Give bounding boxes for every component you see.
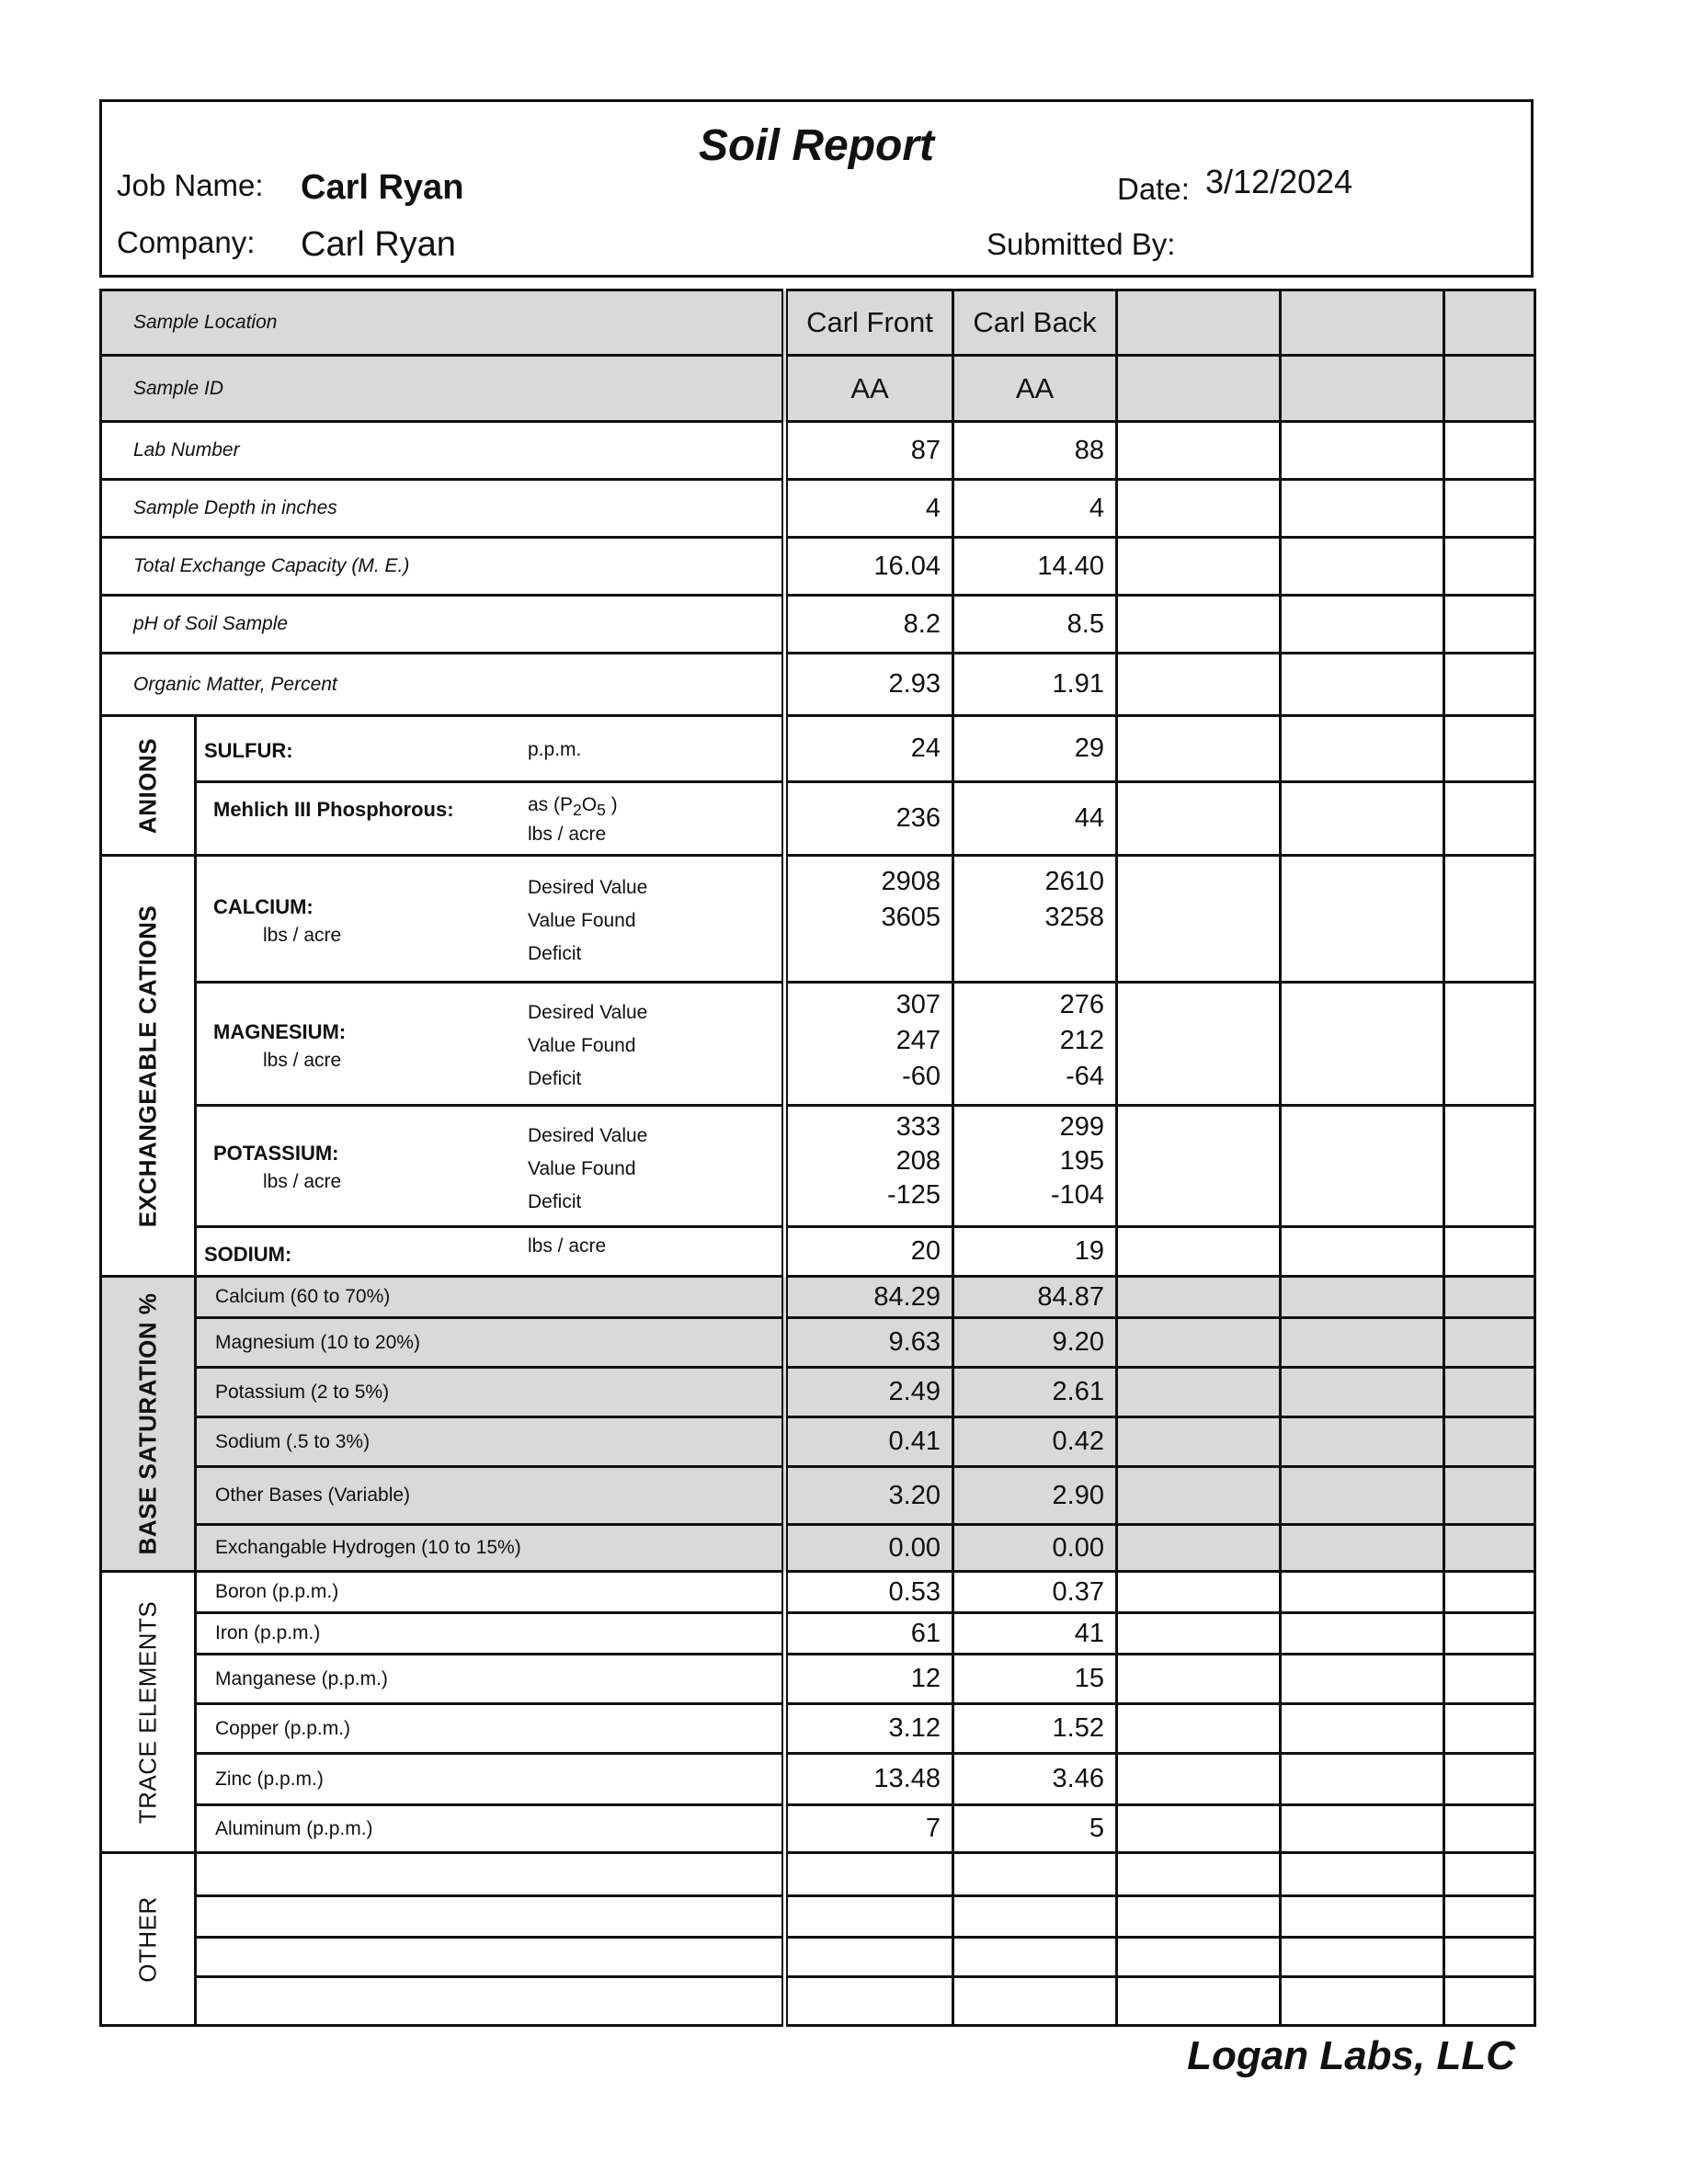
potassium-label: POTASSIUM: [213,1141,339,1165]
empty-cell [1281,356,1444,422]
bs-sodium-label: Sodium (.5 to 3%) [196,1417,785,1467]
table-row [101,538,1535,596]
empty-cell [1281,654,1444,716]
table-row [101,596,1535,654]
table-row [101,1704,1535,1754]
empty-cell [1117,1467,1281,1525]
table-row [101,1368,1535,1417]
trace-aluminum-1: 7 [785,1805,953,1853]
base-saturation-section [101,1277,196,1572]
sample-id-1: AA [785,356,953,422]
trace-copper-2: 1.52 [953,1704,1117,1754]
empty-cell [1117,1805,1281,1853]
empty-cell [1281,983,1444,1106]
table-row [101,1467,1535,1525]
bs-potassium-2: 2.61 [953,1368,1117,1417]
bs-sodium-1: 0.41 [785,1417,953,1467]
empty-cell [1117,716,1281,782]
empty-cell [1444,1227,1535,1277]
empty-cell [1444,782,1535,856]
sodium-2: 19 [953,1227,1117,1277]
calcium-desired-label: Desired Value [528,876,648,898]
empty-cell [1444,1896,1535,1938]
empty-cell [1117,1318,1281,1368]
om-1: 2.93 [785,654,953,716]
bs-calcium-label: Calcium (60 to 70%) [196,1277,785,1318]
base-saturation-section-label: BASE SATURATION % [133,1292,162,1555]
empty-cell [1117,983,1281,1106]
empty-cell [1117,290,1281,356]
soil-report-table [99,289,1536,2027]
table-row [101,1805,1535,1853]
empty-cell [1444,538,1535,596]
empty-cell [196,1938,785,1977]
bs-other-2: 2.90 [953,1467,1117,1525]
table-row [101,1417,1535,1467]
bs-magnesium-2: 9.20 [953,1318,1117,1368]
trace-zinc-label: Zinc (p.p.m.) [196,1754,785,1805]
depth-label: Sample Depth in inches [101,480,785,538]
empty-cell [1117,1417,1281,1467]
empty-cell [1281,1525,1444,1572]
empty-cell [1444,716,1535,782]
calcium-cell [196,856,785,983]
empty-cell [1117,1938,1281,1977]
empty-cell [1281,1938,1444,1977]
empty-cell [1281,716,1444,782]
potassium-found-label: Value Found [528,1157,636,1179]
bs-magnesium-label: Magnesium (10 to 20%) [196,1318,785,1368]
empty-cell [1281,1655,1444,1704]
table-row [101,1318,1535,1368]
trace-iron-2: 41 [953,1613,1117,1655]
empty-cell [1281,422,1444,480]
empty-cell [1281,1277,1444,1318]
om-2: 1.91 [953,654,1117,716]
empty-cell [1117,1853,1281,1896]
table-row [101,480,1535,538]
table-row [101,1853,1535,1896]
sodium-label: SODIUM: [204,1242,292,1266]
empty-cell [1117,1525,1281,1572]
empty-cell [1444,856,1535,983]
empty-cell [785,1977,953,2026]
empty-cell [785,1896,953,1938]
empty-cell [1281,1417,1444,1467]
empty-cell [1444,1977,1535,2026]
lab-number-2: 88 [953,422,1117,480]
sodium-unit: lbs / acre [528,1234,607,1257]
empty-cell [1444,1655,1535,1704]
date-value: 3/12/2024 [1205,163,1353,200]
empty-cell [1281,596,1444,654]
empty-cell [1281,1368,1444,1417]
trace-zinc-1: 13.48 [785,1754,953,1805]
table-row [101,716,1535,782]
empty-cell [1117,1655,1281,1704]
empty-cell [1281,1467,1444,1525]
empty-cell [1281,1106,1444,1227]
empty-cell [1281,538,1444,596]
empty-cell [1117,1977,1281,2026]
empty-cell [1444,654,1535,716]
bs-other-1: 3.20 [785,1467,953,1525]
empty-cell [1117,856,1281,983]
trace-iron-label: Iron (p.p.m.) [196,1613,785,1655]
empty-cell [1444,1277,1535,1318]
empty-cell [1444,290,1535,356]
empty-cell [953,1896,1117,1938]
trace-manganese-2: 15 [953,1655,1117,1704]
trace-copper-label: Copper (p.p.m.) [196,1704,785,1754]
phosphorous-label: Mehlich III Phosphorous: [213,797,454,821]
calcium-label: CALCIUM: [213,894,314,918]
magnesium-desired-label: Desired Value [528,1001,648,1023]
sulfur-cell [196,716,785,782]
magnesium-values-2: 276 212 -64 [953,983,1117,1106]
empty-cell [1117,1277,1281,1318]
om-label: Organic Matter, Percent [101,654,785,716]
empty-cell [1444,1853,1535,1896]
cations-section [101,856,196,1277]
empty-cell [1444,1318,1535,1368]
job-name-label: Job Name: [117,168,264,202]
table-row [101,1572,1535,1613]
phosphorous-unit2: lbs / acre [528,823,607,845]
report-header [99,99,1534,278]
table-row [101,1754,1535,1805]
empty-cell [785,1853,953,1896]
empty-cell [1281,290,1444,356]
job-name-value: Carl Ryan [301,168,464,207]
empty-cell [1444,480,1535,538]
empty-cell [1281,1704,1444,1754]
empty-cell [1117,654,1281,716]
sample-location-1: Carl Front [785,290,953,356]
empty-cell [1444,356,1535,422]
company-value: Carl Ryan [301,225,456,264]
empty-cell [1281,1896,1444,1938]
calcium-values-2: 2610 3258 [953,856,1117,983]
empty-cell [1281,1977,1444,2026]
table-row [101,983,1535,1106]
table-row [101,1613,1535,1655]
sample-location-2: Carl Back [953,290,1117,356]
empty-cell [1117,782,1281,856]
empty-cell [1281,1853,1444,1896]
anions-section-label: ANIONS [133,737,162,834]
empty-cell [1281,1754,1444,1805]
empty-cell [1117,356,1281,422]
calcium-unit: lbs / acre [263,924,342,946]
empty-cell [1281,782,1444,856]
phosphorous-unit: as ($P_2O_5$ ) [528,793,618,819]
empty-cell [1117,1368,1281,1417]
trace-elements-section [101,1572,196,1853]
potassium-cell [196,1106,785,1227]
table-row [101,290,1535,356]
sulfur-label: SULFUR: [204,738,293,762]
sulfur-unit: p.p.m. [528,738,582,760]
empty-cell [1281,856,1444,983]
tec-label: Total Exchange Capacity (M. E.) [101,538,785,596]
sulfur-1: 24 [785,716,953,782]
report-title: Soil Report [698,121,934,170]
sample-id-2: AA [953,356,1117,422]
magnesium-found-label: Value Found [528,1034,636,1056]
potassium-values-2: 299 195 -104 [953,1106,1117,1227]
depth-2: 4 [953,480,1117,538]
empty-cell [1444,1805,1535,1853]
empty-cell [953,1977,1117,2026]
empty-cell [1444,1938,1535,1977]
trace-copper-1: 3.12 [785,1704,953,1754]
calcium-values-1: 2908 3605 [785,856,953,983]
empty-cell [1444,1467,1535,1525]
bs-magnesium-1: 9.63 [785,1318,953,1368]
calcium-found-label: Value Found [528,909,636,931]
ph-1: 8.2 [785,596,953,654]
empty-cell [1444,1613,1535,1655]
table-row [101,1655,1535,1704]
empty-cell [953,1938,1117,1977]
lab-number-label: Lab Number [101,422,785,480]
empty-cell [1281,1805,1444,1853]
magnesium-deficit-label: Deficit [528,1067,582,1089]
empty-cell [1444,422,1535,480]
lab-number-1: 87 [785,422,953,480]
sulfur-2: 29 [953,716,1117,782]
potassium-desired-label: Desired Value [528,1124,648,1146]
date-label: Date: [1117,172,1190,206]
bs-hydrogen-1: 0.00 [785,1525,953,1572]
tec-2: 14.40 [953,538,1117,596]
table-row [101,1977,1535,2026]
anions-section [101,716,196,856]
magnesium-cell [196,983,785,1106]
potassium-values-1: 333 208 -125 [785,1106,953,1227]
trace-zinc-2: 3.46 [953,1754,1117,1805]
depth-1: 4 [785,480,953,538]
empty-cell [1117,1754,1281,1805]
empty-cell [1117,596,1281,654]
phosphorous-cell [196,782,785,856]
magnesium-values-1: 307 247 -60 [785,983,953,1106]
empty-cell [1281,1318,1444,1368]
bs-potassium-label: Potassium (2 to 5%) [196,1368,785,1417]
empty-cell [1281,480,1444,538]
tec-1: 16.04 [785,538,953,596]
table-row [101,422,1535,480]
table-row [101,356,1535,422]
empty-cell [953,1853,1117,1896]
empty-cell [1117,1106,1281,1227]
table-row [101,1896,1535,1938]
sample-id-label: Sample ID [101,356,785,422]
empty-cell [1117,480,1281,538]
ph-label: pH of Soil Sample [101,596,785,654]
table-row [101,654,1535,716]
empty-cell [1444,1106,1535,1227]
empty-cell [1444,1417,1535,1467]
calcium-deficit-label: Deficit [528,942,582,964]
magnesium-unit: lbs / acre [263,1049,342,1071]
bs-calcium-2: 84.87 [953,1277,1117,1318]
empty-cell [1444,596,1535,654]
magnesium-label: MAGNESIUM: [213,1019,347,1043]
sample-location-label: Sample Location [101,290,785,356]
empty-cell [1117,1613,1281,1655]
empty-cell [1117,1896,1281,1938]
empty-cell [785,1938,953,1977]
empty-cell [1281,1227,1444,1277]
bs-sodium-2: 0.42 [953,1417,1117,1467]
empty-cell [1281,1572,1444,1613]
table-row [101,782,1535,856]
sodium-1: 20 [785,1227,953,1277]
trace-boron-2: 0.37 [953,1572,1117,1613]
empty-cell [1281,1613,1444,1655]
trace-aluminum-2: 5 [953,1805,1117,1853]
trace-aluminum-label: Aluminum (p.p.m.) [196,1805,785,1853]
cations-section-label: EXCHANGEABLE CATIONS [133,904,162,1227]
phosphorous-2: 44 [953,782,1117,856]
bs-hydrogen-2: 0.00 [953,1525,1117,1572]
sodium-cell [196,1227,785,1277]
table-row [101,1938,1535,1977]
empty-cell [196,1853,785,1896]
bs-potassium-1: 2.49 [785,1368,953,1417]
table-row [101,1227,1535,1277]
potassium-unit: lbs / acre [263,1170,342,1192]
phosphorous-1: 236 [785,782,953,856]
empty-cell [1117,1227,1281,1277]
bs-calcium-1: 84.29 [785,1277,953,1318]
empty-cell [1444,983,1535,1106]
empty-cell [1117,422,1281,480]
empty-cell [1444,1754,1535,1805]
submitted-by-label: Submitted By: [987,227,1176,261]
empty-cell [1444,1368,1535,1417]
lab-name-footer: Logan Labs, LLC [1187,2033,1515,2078]
empty-cell [1444,1525,1535,1572]
table-row [101,1277,1535,1318]
empty-cell [1117,538,1281,596]
ph-2: 8.5 [953,596,1117,654]
trace-manganese-1: 12 [785,1655,953,1704]
other-section-label: OTHER [133,1895,162,1983]
company-label: Company: [117,225,256,259]
empty-cell [1444,1572,1535,1613]
empty-cell [196,1896,785,1938]
empty-cell [1117,1704,1281,1754]
trace-iron-1: 61 [785,1613,953,1655]
empty-cell [196,1977,785,2026]
table-row [101,1106,1535,1227]
empty-cell [1117,1572,1281,1613]
empty-cell [1444,1704,1535,1754]
table-row [101,856,1535,983]
potassium-deficit-label: Deficit [528,1190,582,1212]
trace-manganese-label: Manganese (p.p.m.) [196,1655,785,1704]
other-section [101,1853,196,2026]
bs-hydrogen-label: Exchangable Hydrogen (10 to 15%) [196,1525,785,1572]
table-row [101,1525,1535,1572]
trace-elements-section-label: TRACE ELEMENTS [133,1600,162,1824]
trace-boron-label: Boron (p.p.m.) [196,1572,785,1613]
bs-other-label: Other Bases (Variable) [196,1467,785,1525]
trace-boron-1: 0.53 [785,1572,953,1613]
